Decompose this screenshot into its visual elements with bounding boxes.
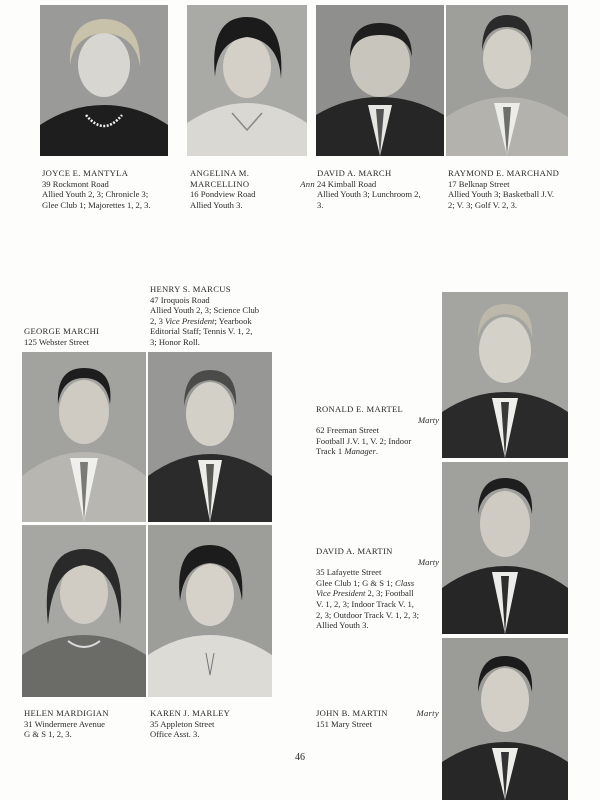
student-activities-line: Glee Club 1; Majorettes 1, 2, 3. <box>42 199 151 210</box>
student-nickname: Ann <box>300 178 315 189</box>
caption-helen-mardigian <box>24 708 148 740</box>
student-nickname: Marty <box>416 708 439 718</box>
caption-joyce-mantyla <box>42 168 182 210</box>
student-address: 17 Belknap Street <box>448 178 510 189</box>
student-activities-line: Allied Youth 2, 3; Chronicle 3; <box>42 189 149 200</box>
caption-raymond-marchand <box>448 168 578 210</box>
portrait-helen-mardigian <box>22 525 146 697</box>
caption-karen-marley <box>150 708 274 740</box>
activities-italic: Class <box>395 577 415 588</box>
caption-angelina-marcellino <box>190 168 315 210</box>
portrait-john-martin <box>442 638 568 800</box>
student-name: RONALD E. MARTEL <box>316 404 404 414</box>
page-number: 46 <box>295 752 305 763</box>
student-activities-line: Allied Youth 3; Basketball J.V. <box>448 189 555 200</box>
portrait-david-martin <box>442 462 568 634</box>
student-name: DAVID A. MARCH <box>317 168 392 178</box>
activities-italic: Vice President <box>165 315 215 326</box>
student-address: 62 Freeman Street <box>316 425 380 436</box>
activities-text: ; Yearbook <box>214 315 252 326</box>
portrait-raymond-marchand <box>446 5 568 156</box>
caption-ronald-martel <box>316 404 439 457</box>
caption-george-marchi <box>24 326 144 347</box>
student-activities-line: 2, 3; Outdoor Track V. 1, 2, 3; <box>316 609 420 620</box>
student-activities-line: 2; V. 3; Golf V. 2, 3. <box>448 199 518 210</box>
student-activities-line <box>150 316 290 327</box>
student-address: 39 Rockmont Road <box>42 178 109 189</box>
student-activities-line: 3. <box>317 199 324 210</box>
student-activities-line: Allied Youth 3. <box>190 199 243 210</box>
student-activities-line: 3; Honor Roll. <box>150 336 200 347</box>
student-address: 151 Mary Street <box>316 718 372 729</box>
activities-text: . <box>375 446 378 457</box>
student-activities-line <box>316 578 439 589</box>
student-address: 35 Appleton Street <box>150 718 215 729</box>
student-address: 47 Iroquois Road <box>150 294 210 305</box>
student-name: MARCELLINO <box>190 178 250 189</box>
portrait-angelina-marcellino <box>187 5 307 156</box>
student-activities-line: Office Asst. 3. <box>150 729 200 740</box>
activities-text: Glee Club 1; G & S 1; <box>316 577 396 588</box>
student-activities-line: Allied Youth 2, 3; Science Club <box>150 305 260 316</box>
student-activities-line: Allied Youth 3. <box>316 620 369 631</box>
activities-italic: Manager <box>344 446 376 457</box>
student-name: GEORGE MARCHI <box>24 326 100 336</box>
student-activities-line: Football J.V. 1, V. 2; Indoor <box>316 435 412 446</box>
portrait-david-march <box>316 5 444 156</box>
caption-david-march <box>317 168 442 210</box>
student-name: RAYMOND E. MARCHAND <box>448 168 560 178</box>
activities-text: Track 1 <box>316 446 345 457</box>
student-activities-line: Editorial Staff; Tennis V. 1, 2, <box>150 326 253 337</box>
student-activities-line <box>316 446 439 457</box>
activities-text: 2, 3; Football <box>365 588 414 599</box>
student-name: KAREN J. MARLEY <box>150 708 231 718</box>
portrait-henry-marcus <box>148 352 272 522</box>
caption-henry-marcus <box>150 284 290 348</box>
student-activities-line: G & S 1, 2, 3. <box>24 729 72 740</box>
student-nickname: Marty <box>417 556 439 567</box>
activities-text: 2, 3 <box>150 315 166 326</box>
student-nickname: Marty <box>417 414 439 425</box>
caption-david-martin <box>316 546 439 631</box>
portrait-ronald-martel <box>442 292 568 458</box>
student-name-line2 <box>190 179 315 190</box>
activities-italic: Vice President <box>316 588 366 599</box>
student-address: 35 Lafayette Street <box>316 567 382 578</box>
student-activities-line: V. 1, 2, 3; Indoor Track V. 1, <box>316 598 414 609</box>
student-name: ANGELINA M. <box>190 168 250 178</box>
student-name: JOYCE E. MANTYLA <box>42 168 129 178</box>
student-name: DAVID A. MARTIN <box>316 546 393 556</box>
student-address: 24 Kimball Road <box>317 178 377 189</box>
student-name: JOHN B. MARTIN <box>316 708 388 718</box>
student-activities-line: Allied Youth 3; Lunchroom 2, <box>317 189 421 200</box>
caption-john-martin <box>316 708 439 729</box>
student-name: HELEN MARDIGIAN <box>24 708 109 718</box>
student-address: 31 Windermere Avenue <box>24 718 105 729</box>
portrait-george-marchi <box>22 352 146 522</box>
student-address: 125 Webster Street <box>24 336 90 347</box>
student-name-line <box>316 708 439 719</box>
student-activities-line <box>316 588 439 599</box>
student-name: HENRY S. MARCUS <box>150 284 231 294</box>
student-address: 16 Pondview Road <box>190 189 256 200</box>
portrait-karen-marley <box>148 525 272 697</box>
portrait-joyce-mantyla <box>40 5 168 156</box>
